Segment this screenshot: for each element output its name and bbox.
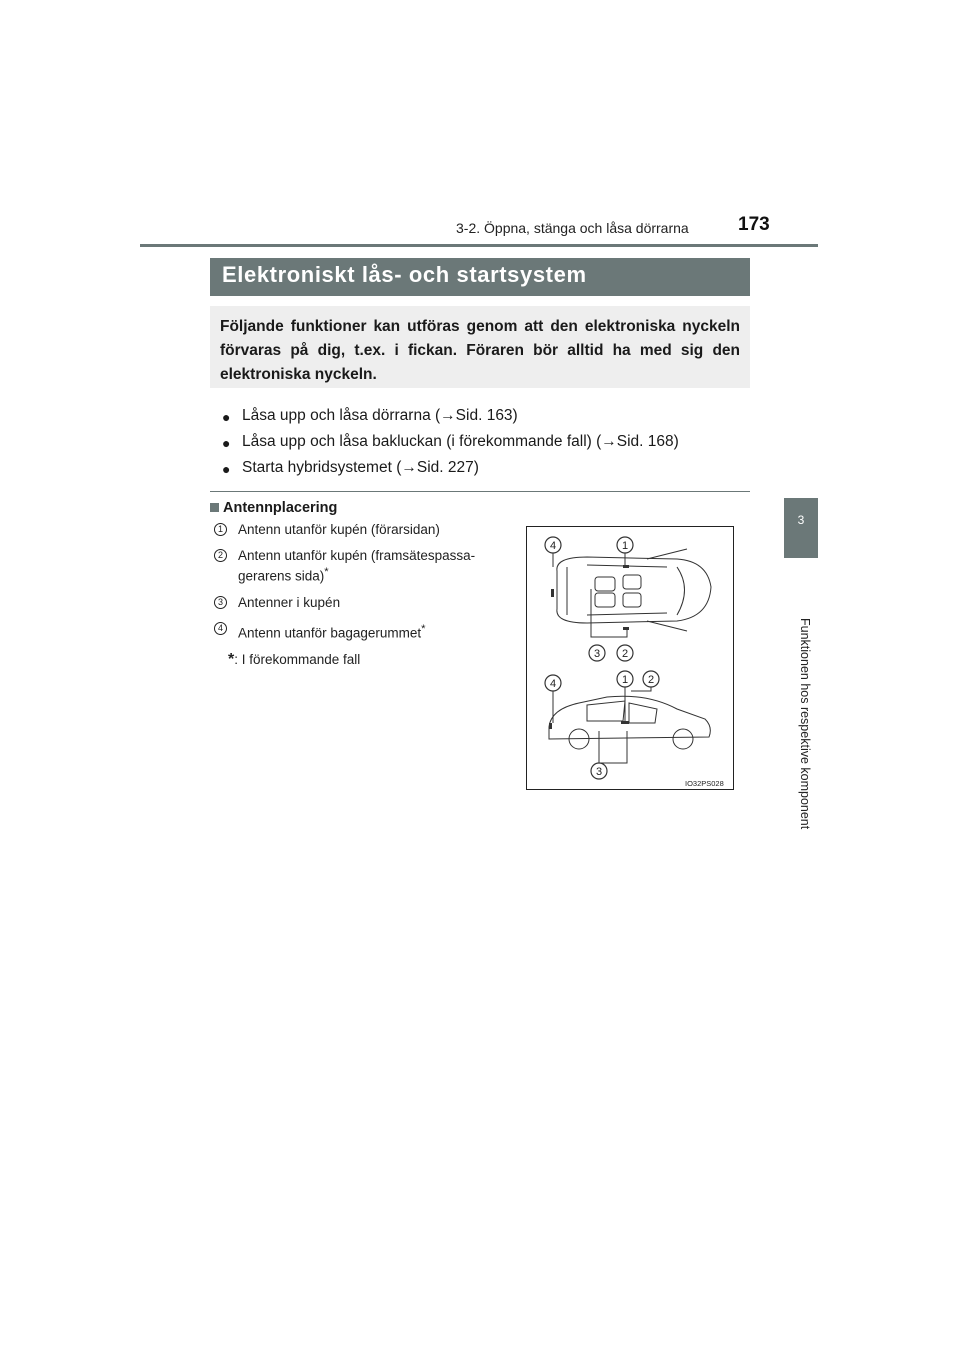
antenna-diagram: [526, 526, 734, 790]
feature-item: [222, 431, 762, 457]
car-diagram-svg: [527, 527, 733, 789]
header-rule: [140, 244, 818, 247]
bullet-icon: ●: [222, 409, 231, 425]
square-bullet-icon: [210, 503, 219, 512]
car-top-view: [557, 549, 711, 631]
feature-list: [222, 405, 762, 483]
asterisk: *: [228, 651, 235, 668]
callout-1: 1: [621, 674, 629, 686]
callout-4: 4: [549, 678, 557, 690]
callout-4: 4: [549, 540, 557, 552]
bullet-icon: ●: [222, 461, 231, 477]
antenna-legend: [214, 522, 504, 669]
subheading: Antennplacering: [210, 500, 337, 516]
section-divider: [210, 491, 750, 492]
car-side-view: [549, 696, 710, 749]
callout-2: 2: [647, 674, 655, 686]
figure-code: IO32PS028: [685, 779, 724, 788]
chapter-title-vertical: Funktionen hos respektive komponent: [798, 618, 812, 830]
legend-text: Antenner i kupén: [238, 594, 341, 610]
chapter-tab: 3: [784, 498, 818, 558]
callout-2: 2: [621, 648, 629, 660]
legend-item: [214, 621, 504, 642]
feature-text: Starta hybridsystemet (→Sid. 227): [242, 459, 479, 476]
legend-item: [214, 548, 504, 585]
legend-text: Antenn utanför bagagerummet: [238, 625, 422, 640]
bullet-icon: ●: [222, 435, 231, 451]
asterisk: *: [421, 622, 426, 635]
number-circle-icon: 2: [214, 549, 227, 562]
footnote: *: I förekommande fall: [228, 651, 361, 668]
feature-text: Låsa upp och låsa dörrarna (→Sid. 163): [242, 407, 518, 424]
asterisk: *: [324, 566, 329, 578]
callout-3: 3: [595, 766, 603, 778]
intro-text: Följande funktioner kan utföras genom att den elektroniska nyckeln förvaras på dig, t.ex. i fickan. Föraren bör alltid ha med sig den elektroniska nyckeln.: [220, 318, 740, 383]
legend-text: Antenn utanför kupén (framsätespassa-gerarens sida): [238, 548, 476, 584]
section-title: Elektroniskt lås- och startsystem: [222, 262, 587, 287]
page-number: 173: [738, 214, 770, 235]
feature-item: [222, 405, 762, 431]
feature-item: [222, 457, 762, 483]
legend-text: Antenn utanför kupén (förarsidan): [238, 522, 440, 537]
running-header: 3-2. Öppna, stänga och låsa dörrarna: [456, 220, 689, 236]
legend-item: [214, 595, 504, 611]
number-circle-icon: 4: [214, 622, 227, 635]
feature-text: Låsa upp och låsa bakluckan (i förekommande fall) (→Sid. 168): [242, 433, 679, 450]
legend-item: [214, 522, 504, 538]
number-circle-icon: 1: [214, 523, 227, 536]
callout-3: 3: [593, 648, 601, 660]
number-circle-icon: 3: [214, 596, 227, 609]
callout-1: 1: [621, 540, 629, 552]
